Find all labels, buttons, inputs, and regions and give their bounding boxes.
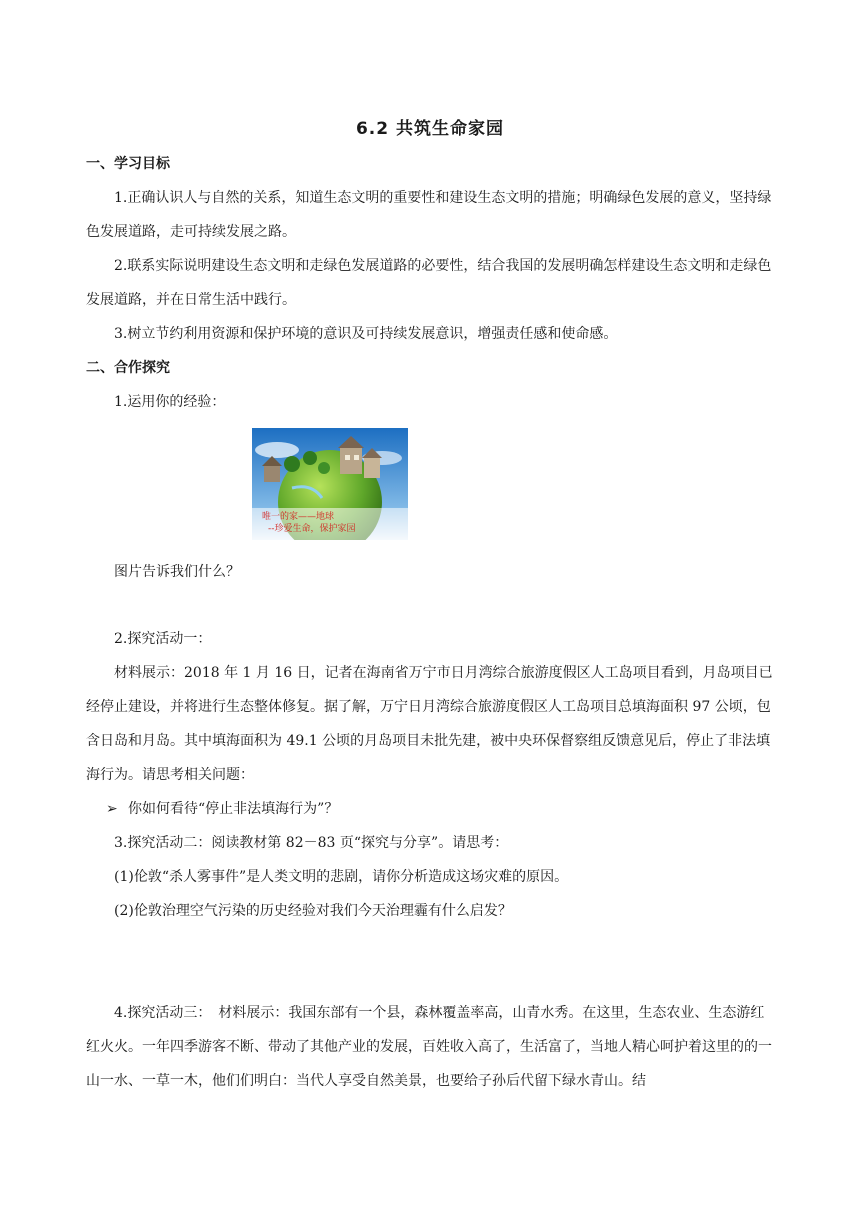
activity-1-label: 2.探究活动一： [114, 631, 212, 647]
section-heading-objectives: 一、学习目标 [86, 156, 170, 172]
page-title: 6.2 共筑生命家园 [355, 119, 505, 139]
image-caption-line2: --珍爱生命，保护家园 [268, 524, 356, 534]
objective-3: 3.树立节约利用资源和保护环境的意识及可持续发展意识，增强责任感和使命感。 [114, 326, 618, 342]
bullet-arrow-icon: ➢ [106, 801, 118, 817]
activity-1-question: 你如何看待“停止非法填海行为”？ [128, 801, 339, 817]
question-1-label: 1.运用你的经验： [114, 394, 226, 410]
activity-1-bullet [86, 792, 776, 826]
question-1-prompt: 图片告诉我们什么？ [114, 564, 240, 580]
activity-2-question-1: (1)伦敦“杀人雾事件”是人类文明的悲剧，请你分析造成这场灾难的原因。 [114, 869, 569, 885]
activity-1-material: 材料展示：2018 年 1 月 16 日，记者在海南省万宁市日月湾综合旅游度假区人工岛项目看到，月岛项目已经停止建设，并将进行生态整体修复。据了解，万宁日月湾综合旅游度假区人工岛项目总填海面积 97 公顷，包含日岛和月岛。其中填海面积为 49.1 公顷的月岛项目未批先建，被中央环保督察组反馈意见后，停止了非法填海行为。请思考相关问题： [86, 665, 773, 783]
activity-3-text: 4.探究活动三： 材料展示：我国东部有一个县，森林覆盖率高，山青水秀。在这里，生态农业、生态游红红火火。一年四季游客不断、带动了其他产业的发展，百姓收入高了，生活富了，当地人精心呵护着这里的的一山一水、一草一木，他们们明白：当代人享受自然美景，也要给子孙后代留下绿水青山。结 [86, 1005, 772, 1089]
image-caption-line1: 唯一的家——地球 [262, 512, 335, 522]
objective-2: 2.联系实际说明建设生态文明和走绿色发展道路的必要性，结合我国的发展明确怎样建设生态文明和走绿色发展道路，并在日常生活中践行。 [86, 258, 772, 308]
earth-houses-image [252, 428, 408, 540]
objective-1: 1.正确认识人与自然的关系，知道生态文明的重要性和建设生态文明的措施；明确绿色发展的意义，坚持绿色发展道路，走可持续发展之路。 [86, 190, 772, 240]
section-heading-exploration: 二、合作探究 [86, 360, 170, 376]
activity-2-question-2: (2)伦敦治理空气污染的历史经验对我们今天治理霾有什么启发？ [114, 903, 512, 919]
activity-2-label: 3.探究活动二：阅读教材第 82－83 页“探究与分享”。请思考： [114, 835, 509, 851]
